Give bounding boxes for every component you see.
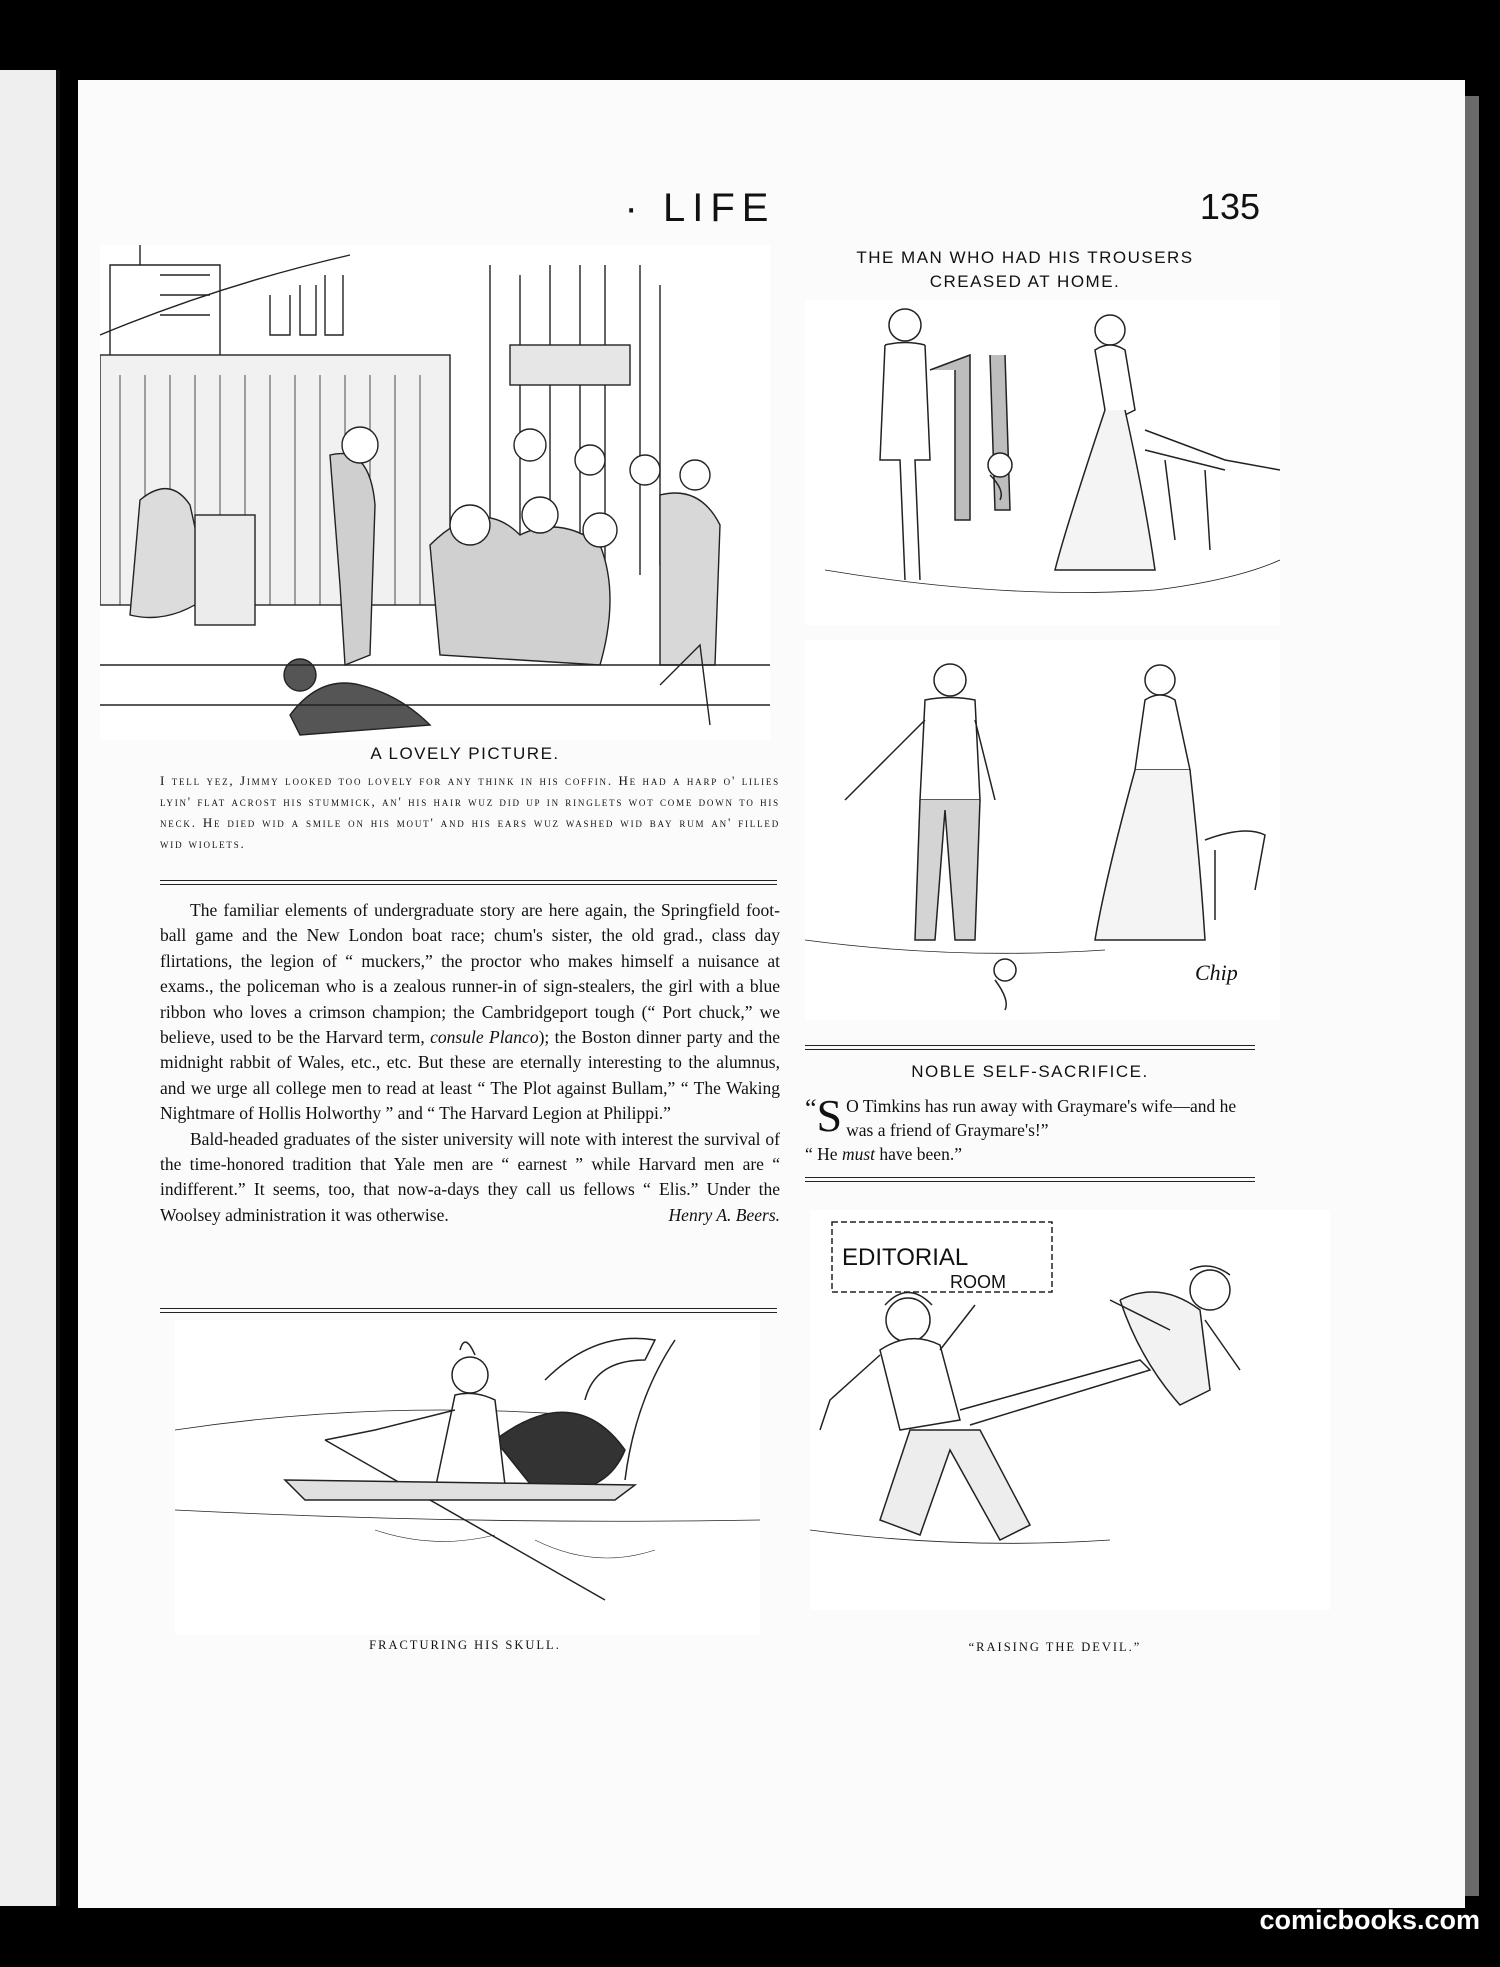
page-number: 135 (1199, 186, 1260, 227)
review-paragraph: Bald-headed graduates of the sister university will note with interest the survival of the time-honored tradition that Yale men are “ earnest ” while Harvard men are “ indifferent.” It seems, too, that now-a-days they call us fellows “ Elis.” Under the Woolsey administration it was otherwise. Henry A. Beers. (160, 1127, 780, 1229)
divider (160, 1312, 777, 1313)
divider (805, 1049, 1255, 1050)
divider (160, 884, 777, 885)
divider (160, 1308, 777, 1309)
lovely-picture-caption: I tell yez, Jimmy looked too lovely for any think in his coffin. He had a harp o' lilies lyin' flat acrost his stummick, an' his hair wuz did up in ringlets wot come down to his neck. He died wid a smile on his mout' and his ears wuz washed wid bay rum an' filled wid wiolets. (160, 773, 780, 851)
divider (805, 1045, 1255, 1046)
open-quote: “ (805, 1094, 817, 1123)
noble-line2: “ He must have been.” (805, 1144, 962, 1164)
devil-illustration (810, 1210, 1330, 1610)
masthead: · LIFE (624, 186, 776, 230)
sign-editorial: EDITORIAL (842, 1244, 969, 1271)
trousers-title-line2: CREASED AT HOME. (929, 272, 1121, 291)
skull-caption: FRACTURING HIS SKULL. (369, 1638, 561, 1652)
page-edge-shadow (1465, 96, 1479, 1896)
site-watermark: comicbooks.com (1259, 1905, 1480, 1935)
rowing-illustration (175, 1320, 760, 1635)
trousers-illustration-bottom (805, 640, 1280, 1020)
book-review (160, 898, 780, 1228)
lovely-picture-title: A LOVELY PICTURE. (370, 744, 560, 763)
trousers-title-line1: THE MAN WHO HAD HIS TROUSERS (856, 248, 1194, 267)
facing-page-edge (0, 70, 60, 1906)
sign-room: ROOM (950, 1272, 1006, 1292)
devil-caption: “RAISING THE DEVIL.” (968, 1640, 1142, 1654)
divider (805, 1181, 1255, 1182)
artist-signature: Chip (1195, 960, 1238, 985)
noble-title: NOBLE SELF-SACRIFICE. (911, 1062, 1149, 1081)
divider (805, 1177, 1255, 1178)
lovely-picture-illustration (100, 245, 770, 740)
signature: Henry A. Beers. (668, 1204, 780, 1225)
noble-line1: O Timkins has run away with Graymare's wife—and he was a friend of Graymare's!” (846, 1096, 1237, 1140)
dropcap: S (816, 1090, 843, 1141)
review-paragraph: The familiar elements of undergraduate story are here again, the Springfield foot-ball game and the New London boat race; chum's sister, the old grad., class day flirtations, the legion of “ muckers,” the proctor who makes himself a nuisance at exams., the policeman who is a zealous runner-in of sign-stealers, the girl with a blue ribbon who loves a crimson champion; the Cambridgeport tough (“ Port chuck,” we believe, used to be the Harvard term, consule Planco); the Boston dinner party and the midnight rabbit of Wales, etc., etc. But these are eternally interesting to the alumnus, and we urge all college men to read at least “ The Plot against Bullam,” “ The Waking Nightmare of Hollis Holworthy ” and “ The Harvard Legion at Philippi.” (160, 900, 781, 1124)
divider (160, 880, 777, 881)
noble-joke (805, 1090, 1257, 1166)
trousers-illustration-top (805, 300, 1280, 625)
